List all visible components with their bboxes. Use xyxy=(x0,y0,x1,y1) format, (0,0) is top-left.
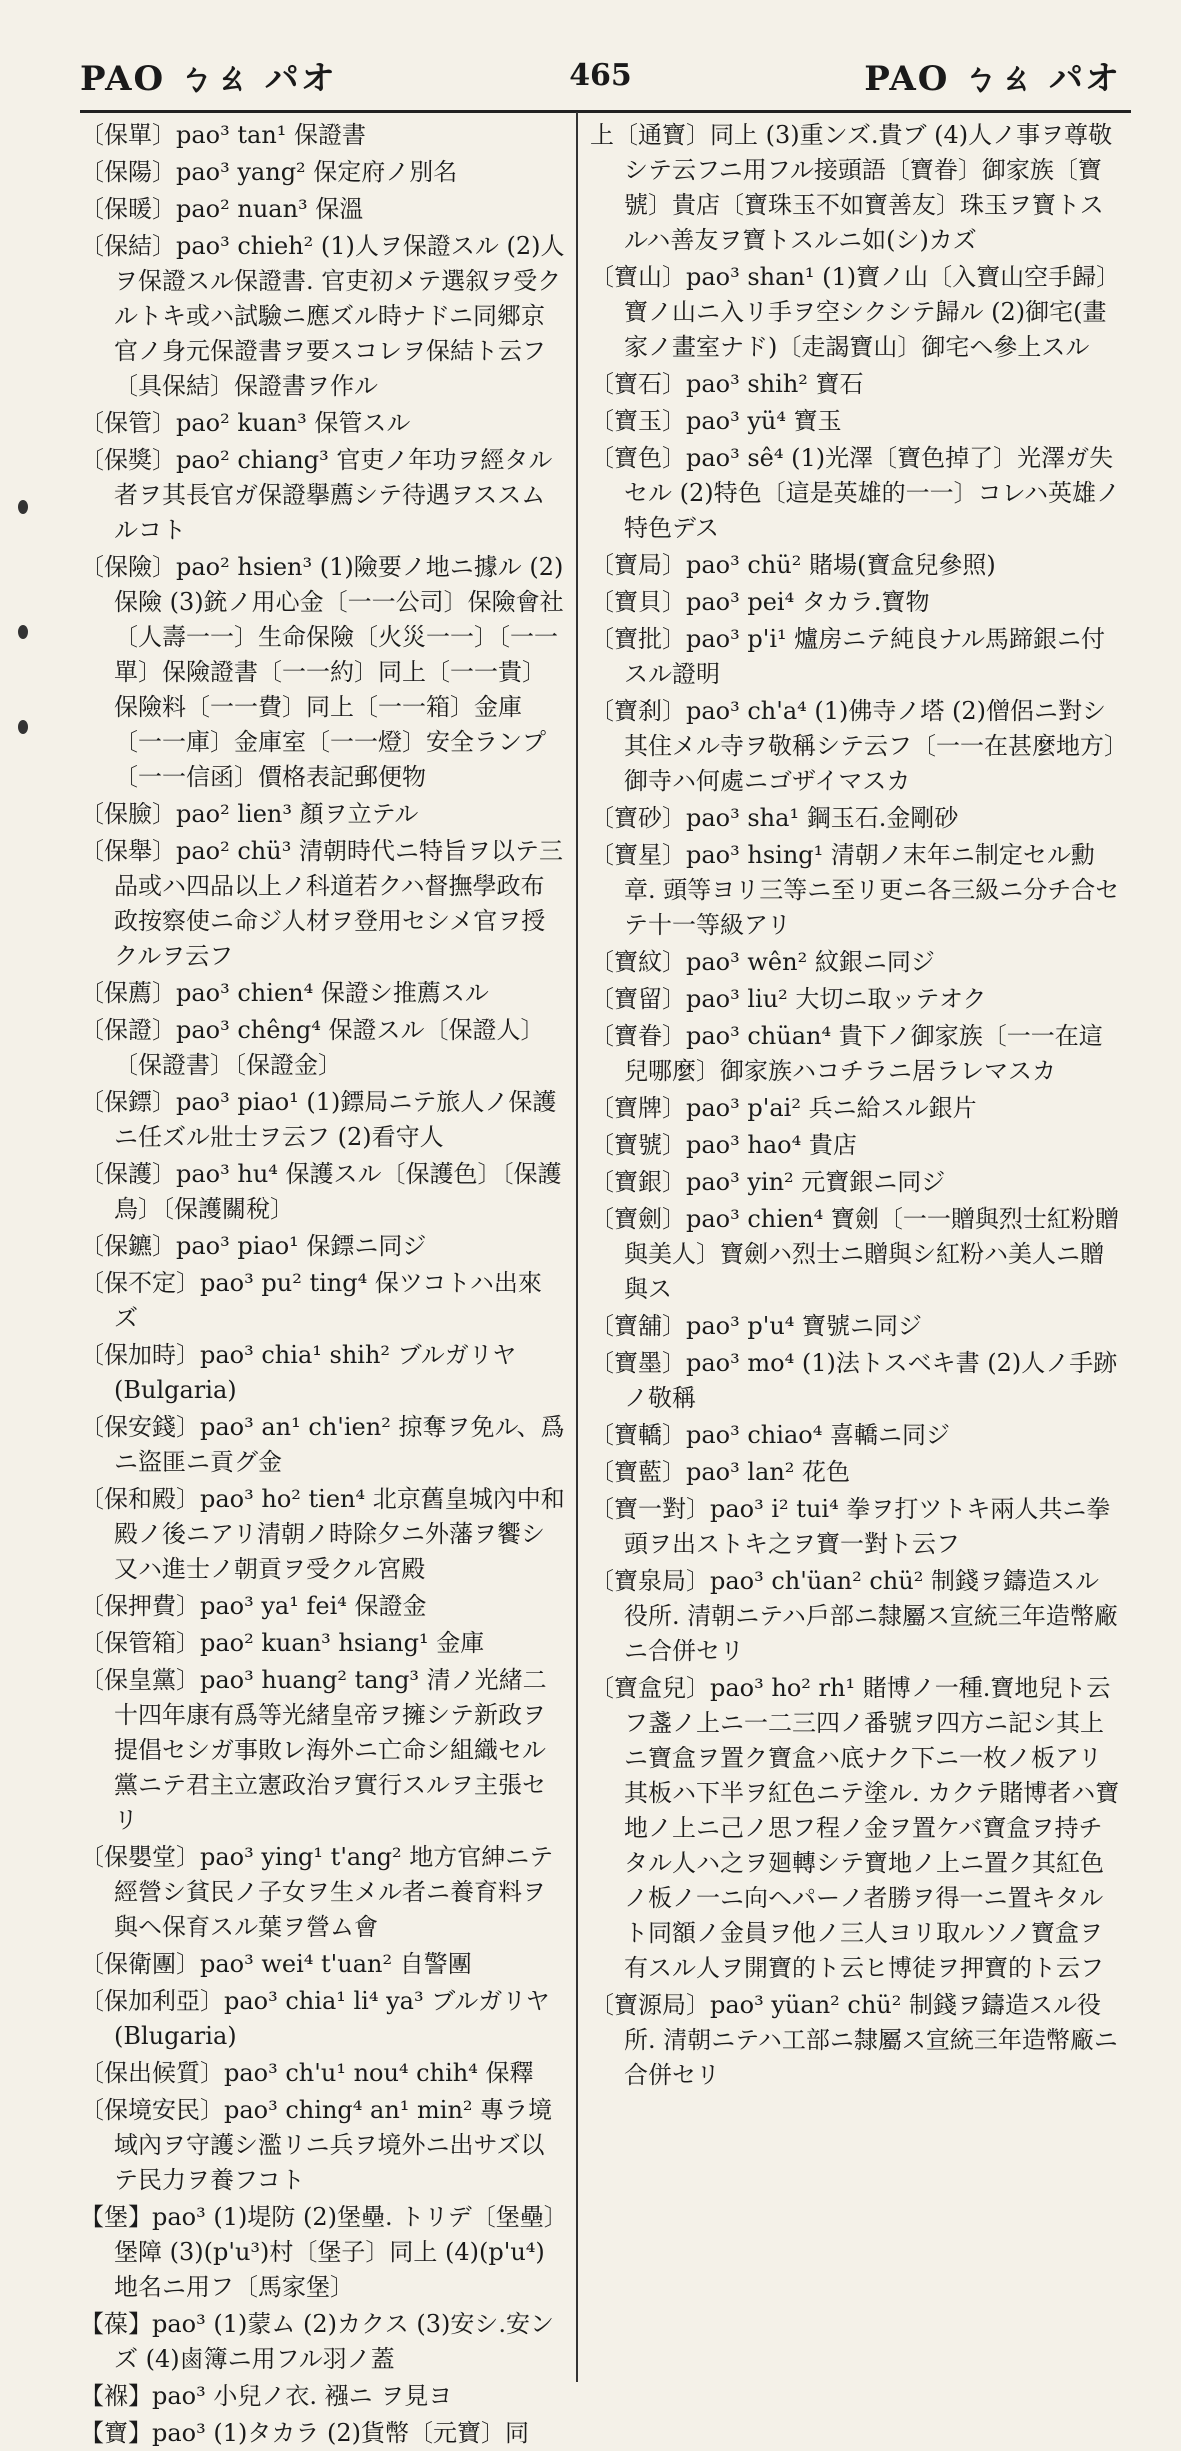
margin-mark xyxy=(18,625,28,639)
dictionary-entry: 〔寶源局〕pao³ yüan² chü² 制錢ヲ鑄造スル役所. 清朝ニテハ工部ニ隸屬ス宣統三年造幣廠ニ合併セリ xyxy=(590,1991,1118,2089)
page-header xyxy=(80,40,1121,110)
dictionary-entry: 〔保獎〕pao² chiang³ 官吏ノ年功ヲ經タル者ヲ其長官ガ保證擧薦シテ待遇ヲススムルコト xyxy=(80,446,553,544)
dictionary-entry: 〔寶藍〕pao³ lan² 花色 xyxy=(590,1458,851,1486)
dictionary-entry: 〔寶劍〕pao³ chien⁴ 寶劍〔一一贈與烈士紅粉贈與美人〕寶劍ハ烈士ニ贈與シ紅粉ハ美人ニ贈與ス xyxy=(590,1205,1119,1303)
dictionary-entry: 〔寶砂〕pao³ sha¹ 鋼玉石.金剛砂 xyxy=(590,804,959,832)
dictionary-entry: 〔寶留〕pao³ liu² 大切ニ取ッテオク xyxy=(590,985,987,1013)
dictionary-entry: 〔寶紋〕pao³ wên² 紋銀ニ同ジ xyxy=(590,948,935,976)
margin-mark xyxy=(18,720,28,734)
dictionary-entry: 〔寶眷〕pao³ chüan⁴ 貴下ノ御家族〔一一在這兒哪麼〕御家族ハコチラニ居ラレマスカ xyxy=(590,1022,1103,1085)
header-right-title: PAO ㄅㄠ パオ xyxy=(864,58,1121,99)
dictionary-entry: 【褓】pao³ 小兒ノ衣. 襁ニ ヲ見ヨ xyxy=(80,2382,453,2410)
dictionary-entry: 〔保臉〕pao² lien³ 顏ヲ立テル xyxy=(80,800,419,828)
header-left-title: PAO ㄅㄠ パオ xyxy=(80,58,337,99)
dictionary-entry: 〔寶牌〕pao³ p'ai² 兵ニ給スル銀片 xyxy=(590,1094,977,1122)
dictionary-entry: 〔保薦〕pao³ chien⁴ 保證シ推薦スル xyxy=(80,979,489,1007)
dictionary-entry: 〔寶貝〕pao³ pei⁴ タカラ.寶物 xyxy=(590,588,930,616)
dictionary-entry: 〔保出候質〕pao³ ch'u¹ nou⁴ chih⁴ 保釋 xyxy=(80,2059,534,2087)
dictionary-entry: 〔保安錢〕pao³ an¹ ch'ien² 掠奪ヲ免ル、爲ニ盜匪ニ貢グ金 xyxy=(80,1413,565,1476)
margin-mark xyxy=(18,500,28,514)
dictionary-entry: 〔寶玉〕pao³ yü⁴ 寶玉 xyxy=(590,407,842,435)
dictionary-entry: 〔保暖〕pao² nuan³ 保溫 xyxy=(80,195,364,223)
header-rule xyxy=(80,110,1131,113)
dictionary-entry: 〔寶色〕pao³ sê⁴ (1)光澤〔寶色掉了〕光澤ガ失セル (2)特色〔這是英雄的一一〕コレハ英雄ノ特色デス xyxy=(590,444,1120,542)
dictionary-entry: 〔寶轎〕pao³ chiao⁴ 喜轎ニ同ジ xyxy=(590,1421,950,1449)
page-number: 465 xyxy=(569,57,632,93)
dictionary-entry: 〔保證〕pao³ chêng⁴ 保證スル〔保證人〕〔保證書〕〔保證金〕 xyxy=(80,1016,545,1079)
dictionary-entry: 上〔通寶〕同上 (3)重ンズ.貴ブ (4)人ノ事ヲ尊敬シテ云フニ用フル接頭語〔寶眷〕御家族〔寶號〕貴店〔寶珠玉不如寶善友〕珠玉ヲ寶トスルハ善友ヲ寶トスルニ如(シ)カズ xyxy=(590,121,1113,254)
dictionary-entry: 〔寶號〕pao³ hao⁴ 貴店 xyxy=(590,1131,857,1159)
dictionary-entry: 〔寶舖〕pao³ p'u⁴ 寶號ニ同ジ xyxy=(590,1312,923,1340)
dictionary-entry: 〔保衛團〕pao³ wei⁴ t'uan² 自警團 xyxy=(80,1950,472,1978)
dictionary-entry: 【堡】pao³ (1)堤防 (2)堡壘. トリデ〔堡壘〕堡障 (3)(p'u³)村〔堡子〕同上 (4)(p'u⁴)地名ニ用フ〔馬家堡〕 xyxy=(80,2203,556,2301)
dictionary-entry: 〔保皇黨〕pao³ huang² tang³ 清ノ光緒二十四年康有爲等光緒皇帝ヲ擁シテ新政ヲ提倡セシガ事敗レ海外ニ亡命シ組織セル黨ニテ君主立憲政治ヲ實行スルヲ主張セリ xyxy=(80,1666,547,1834)
dictionary-entry: 〔寶泉局〕pao³ ch'üan² chü² 制錢ヲ鑄造スル役所. 清朝ニテハ戶部ニ隸屬ス宣統三年造幣廠ニ合併セリ xyxy=(590,1567,1118,1665)
dictionary-entry: 〔保鑣〕pao³ piao¹ 保鏢ニ同ジ xyxy=(80,1232,427,1260)
dictionary-entry: 〔寶石〕pao³ shih² 寶石 xyxy=(590,370,864,398)
dictionary-entry: 〔保結〕pao³ chieh² (1)人ヲ保證スル (2)人ヲ保證スル保證書. 官吏初メテ選叙ヲ受クルトキ或ハ試驗ニ應ズル時ナドニ同郷京官ノ身元保證書ヲ要スコレヲ保結ト云フ〔具保結〕保證書ヲ作ル xyxy=(80,232,565,400)
dictionary-entry: 〔保和殿〕pao³ ho² tien⁴ 北京舊皇城內中和殿ノ後ニアリ清朝ノ時除夕ニ外藩ヲ饗シ又ハ進士ノ朝貢ヲ受クル宮殿 xyxy=(80,1485,565,1583)
dictionary-entry: 〔寶一對〕pao³ i² tui⁴ 拳ヲ打ツトキ兩人共ニ拳頭ヲ出ストキ之ヲ寶一對ト云フ xyxy=(590,1495,1111,1558)
dictionary-entry: 〔保鏢〕pao³ piao¹ (1)鏢局ニテ旅人ノ保護ニ任ズル壯士ヲ云フ (2)看守人 xyxy=(80,1088,557,1151)
dictionary-entry: 〔保險〕pao² hsien³ (1)險要ノ地ニ據ル (2)保險 (3)銃ノ用心金〔一一公司〕保險會社〔人壽一一〕生命保險〔火災一一〕〔一一單〕保險證書〔一一約〕同上〔一一貴〕保險料〔一一費〕同上〔一一箱〕金庫〔一一庫〕金庫室〔一一燈〕安全ランプ〔一一信函〕價格表記郵便物 xyxy=(80,553,564,791)
dictionary-entry: 〔寶星〕pao³ hsing¹ 清朝ノ末年ニ制定セル勳章. 頭等ヨリ三等ニ至リ更ニ各三級ニ分チ合セテ十一等級アリ xyxy=(590,841,1120,939)
dictionary-entry: 〔寶批〕pao³ p'i¹ 爐房ニテ純良ナル馬蹄銀ニ付スル證明 xyxy=(590,625,1106,688)
dictionary-entry: 〔保舉〕pao² chü³ 清朝時代ニ特旨ヲ以テ三品或ハ四品以上ノ科道若クハ督撫學政布政按察使ニ命ジ人材ヲ登用セシメ官ヲ授クルヲ云フ xyxy=(80,837,563,970)
dictionary-entry: 〔保嬰堂〕pao³ ying¹ t'ang² 地方官紳ニテ經營シ貧民ノ子女ヲ生メル者ニ養育料ヲ與ヘ保育スル葉ヲ營ム會 xyxy=(80,1843,554,1941)
dictionary-entry: 〔保境安民〕pao³ ching⁴ an¹ min² 專ラ境域內ヲ守護シ濫リニ兵ヲ境外ニ出サズ以テ民力ヲ養フコト xyxy=(80,2096,553,2194)
dictionary-entry: 【寶】pao³ (1)タカラ (2)貨幣〔元寶〕同 xyxy=(80,2419,529,2447)
left-column xyxy=(80,118,565,2447)
dictionary-entry: 〔保加時〕pao³ chia¹ shih² ブルガリヤ (Bulgaria) xyxy=(80,1341,517,1404)
dictionary-entry: 〔保陽〕pao³ yang² 保定府ノ別名 xyxy=(80,158,458,186)
dictionary-entry: 〔保不定〕pao³ pu² ting⁴ 保ツコトハ出來ズ xyxy=(80,1269,542,1332)
column-divider xyxy=(576,112,578,2382)
dictionary-entry: 〔保加利亞〕pao³ chia¹ li⁴ ya³ ブルガリヤ (Blugaria) xyxy=(80,1987,550,2050)
dictionary-entry: 〔寶山〕pao³ shan¹ (1)寶ノ山〔入寶山空手歸〕寶ノ山ニ入リ手ヲ空シクシテ歸ル (2)御宅(畫家ノ畫室ナド)〔走謁寶山〕御宅ヘ參上スル xyxy=(590,263,1109,361)
dictionary-entry: 〔保管箱〕pao² kuan³ hsiang¹ 金庫 xyxy=(80,1629,485,1657)
dictionary-entry: 〔保護〕pao³ hu⁴ 保護スル〔保護色〕〔保護鳥〕〔保護關稅〕 xyxy=(80,1160,562,1223)
dictionary-entry: 【葆】pao³ (1)蒙ム (2)カクス (3)安シ.安ンズ (4)鹵簿ニ用フル羽ノ蓋 xyxy=(80,2310,555,2373)
dictionary-entry: 〔寶墨〕pao³ mo⁴ (1)法トスベキ書 (2)人ノ手跡ノ敬稱 xyxy=(590,1349,1118,1412)
dictionary-entry: 〔保押費〕pao³ ya¹ fei⁴ 保證金 xyxy=(80,1592,427,1620)
dictionary-entry: 〔保單〕pao³ tan¹ 保證書 xyxy=(80,121,367,149)
dictionary-entry: 〔寶銀〕pao³ yin² 元寶銀ニ同ジ xyxy=(590,1168,946,1196)
right-column xyxy=(590,118,1120,2388)
dictionary-entry: 〔寶局〕pao³ chü² 賭場(寶盒兒參照) xyxy=(590,551,996,579)
dictionary-entry: 〔寶刹〕pao³ ch'a⁴ (1)佛寺ノ塔 (2)僧侶ニ對シ其住メル寺ヲ敬稱シテ云フ〔一一在甚麼地方〕御寺ハ何處ニゴザイマスカ xyxy=(590,697,1116,795)
dictionary-entry: 〔寶盒兒〕pao³ ho² rh¹ 賭博ノ一種.寶地兒ト云フ盞ノ上ニ一二三四ノ番號ヲ四方ニ記シ其上ニ寶盒ヲ置ク寶盒ハ底ナク下ニ一枚ノ板アリ其板ハ下半ヲ紅色ニテ塗ル. カクテ賭博者ハ寶地ノ上ニ己ノ思フ程ノ金ヲ置ケバ寶盒ヲ持チタル人ハ之ヲ廻轉シテ寶地ノ上ニ置ク其紅色ノ板ノ一ニ向ヘパーノ者勝ヲ得一ニ置キタルト同額ノ金員ヲ他ノ三人ヨリ取ルソノ寶盒ヲ有スル人ヲ開寶的ト云ヒ博徒ヲ押寶的ト云フ xyxy=(590,1674,1120,1982)
dictionary-entry: 〔保管〕pao² kuan³ 保管スル xyxy=(80,409,411,437)
